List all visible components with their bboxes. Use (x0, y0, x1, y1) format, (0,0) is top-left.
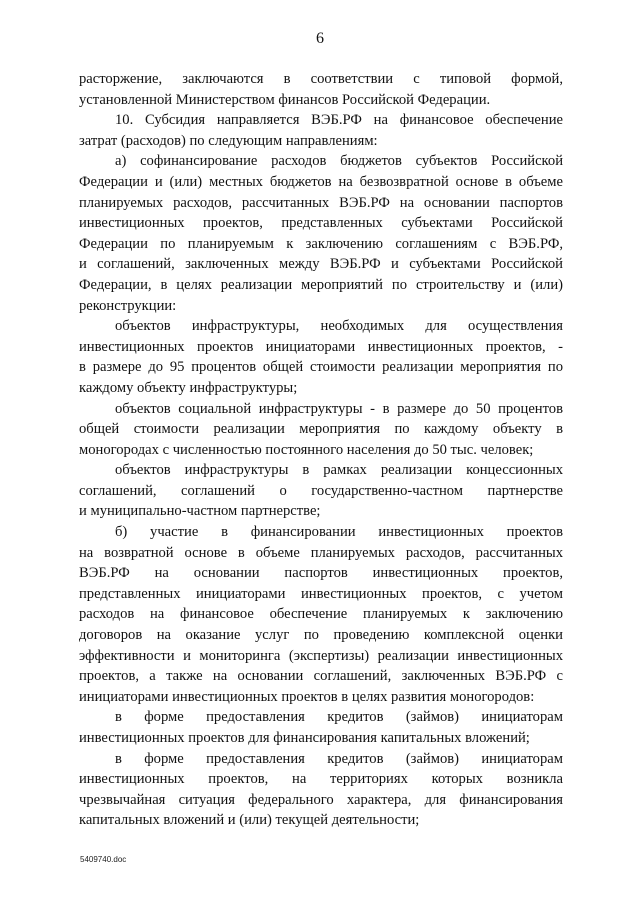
text-line: инициаторами инвестиционных проектов в целях развития моногородов: (79, 688, 535, 705)
text-line: в форме предоставления кредитов (займов) инициаторам (115, 750, 563, 767)
text-line: эффективности и мониторинга (экспертизы) реализации инвестиционных (79, 647, 563, 664)
text-line: соглашений, соглашений о государственно-частном партнерстве (79, 482, 563, 499)
text-line: представленных инициаторами инвестиционных проектов, с учетом (79, 585, 563, 602)
text-line: реконструкции: (79, 297, 177, 314)
text-line: чрезвычайная ситуация федерального характера, для финансирования (79, 791, 563, 808)
text-line: капитальных вложений и (или) текущей деятельности; (79, 812, 420, 829)
text-line: Федерации, в целях реализации мероприятий по строительству и (или) (79, 276, 563, 293)
text-line: расходов на финансовое обеспечение планируемых к заключению (79, 606, 563, 623)
text-line: общей стоимости реализации мероприятия по каждому объекту в (79, 421, 563, 438)
text-line: каждому объекту инфраструктуры; (79, 379, 298, 396)
text-line: объектов инфраструктуры в рамках реализации концессионных (115, 462, 563, 479)
text-line: на возвратной основе в объеме планируемых расходов, рассчитанных (79, 544, 563, 561)
text-line: расторжение, заключаются в соответствии с типовой формой, (79, 71, 563, 87)
text-line: в размере до 95 процентов общей стоимости реализации мероприятия по (79, 359, 563, 376)
text-line: ВЭБ.РФ на основании паспортов инвестиционных проектов, (79, 565, 563, 582)
text-line: 10. Субсидия направляется ВЭБ.РФ на финансовое обеспечение (115, 112, 563, 129)
text-line: моногородах с численностью постоянного населения до 50 тыс. человек; (79, 441, 534, 458)
text-line: установленной Министерством финансов Российской Федерации. (79, 91, 491, 108)
text-line: планируемых расходов, рассчитанных ВЭБ.РФ на основании паспортов (79, 194, 563, 211)
text-line: Федерации по планируемым к заключению соглашениям с ВЭБ.РФ, (79, 235, 563, 252)
page-number: 6 (316, 30, 324, 47)
text-line: затрат (расходов) по следующим направлениям: (79, 132, 378, 149)
text-line: Федерации и (или) местных бюджетов на безвозвратной основе в объеме (79, 173, 563, 190)
text-line: инвестиционных проектов, на территориях которых возникла (79, 771, 563, 788)
text-line: инвестиционных проектов инициаторами инвестиционных проектов, - (79, 338, 563, 355)
footer-filename: 5409740.doc (80, 855, 127, 864)
text-line: б) участие в финансировании инвестиционных проектов (115, 524, 563, 541)
text-line: а) софинансирование расходов бюджетов субъектов Российской (115, 153, 563, 170)
document-body (79, 69, 563, 831)
text-line: договоров на оказание услуг по проведению комплексной оценки (79, 627, 563, 644)
text-line: инвестиционных проектов, представленных субъектами Российской (79, 215, 563, 232)
text-line: проектов, а также на основании соглашений, заключенных ВЭБ.РФ с (79, 668, 563, 685)
text-line: и муниципально-частном партнерстве; (79, 503, 321, 520)
text-line: объектов социальной инфраструктуры - в размере до 50 процентов (115, 400, 563, 417)
text-line: инвестиционных проектов для финансирования капитальных вложений; (79, 730, 530, 746)
text-line: в форме предоставления кредитов (займов) инициаторам (115, 709, 563, 726)
text-line: и соглашений, заключенных между ВЭБ.РФ и субъектами Российской (79, 256, 563, 273)
text-line: объектов инфраструктуры, необходимых для осуществления (115, 318, 563, 335)
